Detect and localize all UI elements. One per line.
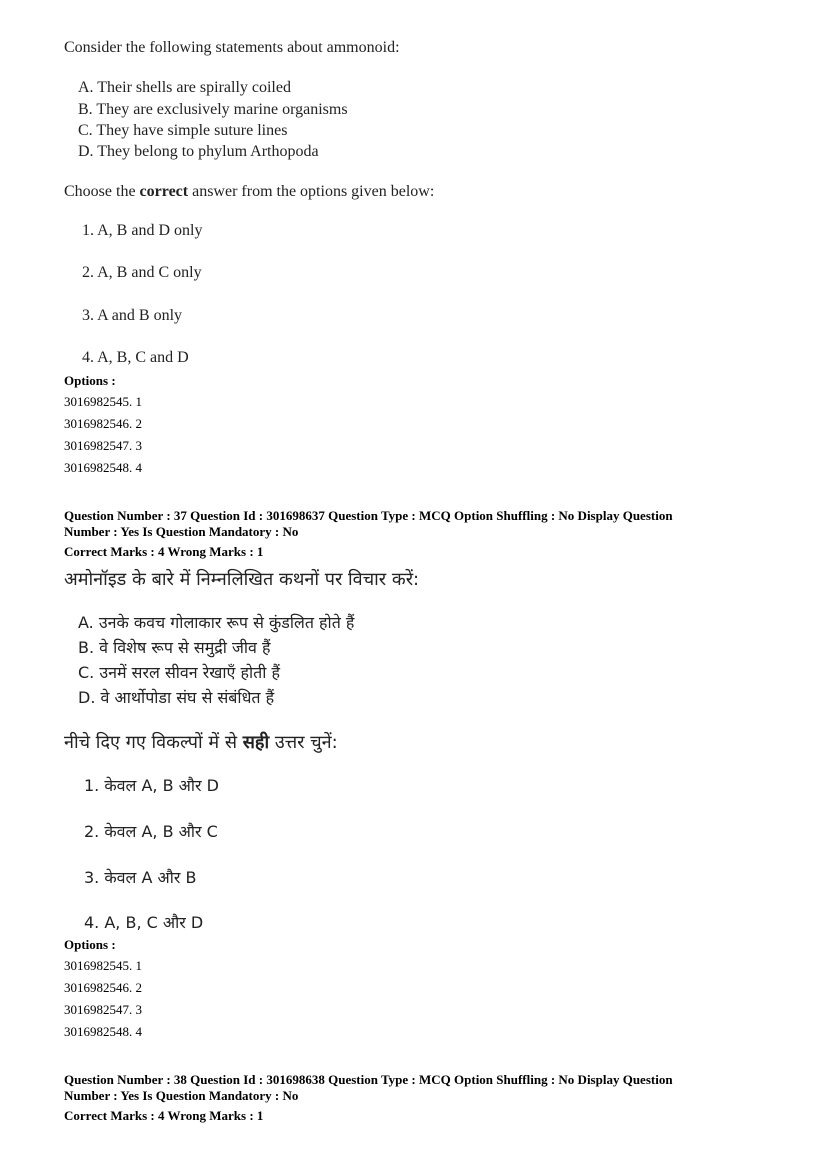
option-id: 3016982548. 4 — [64, 460, 142, 475]
option-id: 3016982546. 2 — [64, 980, 142, 995]
option-id: 3016982545. 1 — [64, 394, 142, 409]
statement-d-hindi: D. वे आर्थोपोडा संघ से संबंधित हैं — [78, 688, 275, 707]
options-label: Options : — [64, 373, 116, 388]
choice-1-hindi: 1. केवल A, B और D — [84, 776, 219, 795]
statement-b-hindi: B. वे विशेष रूप से समुद्री जीव हैं — [78, 638, 271, 657]
instruction-hindi: नीचे दिए गए विकल्पों में से सही उत्तर चुनें: — [64, 732, 338, 753]
statement-b: B. They are exclusively marine organisms — [78, 101, 348, 118]
statement-c-hindi: C. उनमें सरल सीवन रेखाएँ होती हैं — [78, 663, 280, 682]
option-id: 3016982546. 2 — [64, 416, 142, 431]
statement-a-hindi: A. उनके कवच गोलाकार रूप से कुंडलित होते हैं — [78, 613, 355, 632]
option-id: 3016982547. 3 — [64, 438, 142, 453]
question-text: Consider the following statements about ammonoid: — [64, 39, 400, 56]
question-text-hindi: अमोनॉइड के बारे में निम्नलिखित कथनों पर विचार करें: — [64, 569, 420, 590]
option-id: 3016982547. 3 — [64, 1002, 142, 1017]
options-label: Options : — [64, 937, 116, 952]
instruction: Choose the correct answer from the options given below: — [64, 183, 435, 200]
marks-info: Correct Marks : 4 Wrong Marks : 1 — [64, 544, 264, 559]
statement-c: C. They have simple suture lines — [78, 122, 288, 139]
option-id: 3016982548. 4 — [64, 1024, 142, 1039]
question-meta-line2: Number : Yes Is Question Mandatory : No — [64, 1088, 299, 1103]
choice-4-hindi: 4. A, B, C और D — [84, 913, 204, 932]
choice-2: 2. A, B and C only — [82, 264, 202, 281]
choice-2-hindi: 2. केवल A, B और C — [84, 822, 218, 841]
choice-3: 3. A and B only — [82, 307, 183, 324]
choice-4: 4. A, B, C and D — [82, 349, 189, 366]
option-id: 3016982545. 1 — [64, 958, 142, 973]
question-meta-line2: Number : Yes Is Question Mandatory : No — [64, 524, 299, 539]
statement-a: A. Their shells are spirally coiled — [78, 79, 291, 96]
question-meta-line1: Question Number : 38 Question Id : 301698638 Question Type : MCQ Option Shuffling : No Display Question — [64, 1072, 673, 1087]
choice-3-hindi: 3. केवल A और B — [84, 868, 197, 887]
marks-info: Correct Marks : 4 Wrong Marks : 1 — [64, 1108, 264, 1123]
statement-d: D. They belong to phylum Arthopoda — [78, 143, 319, 160]
choice-1: 1. A, B and D only — [82, 222, 203, 239]
question-meta-line1: Question Number : 37 Question Id : 301698637 Question Type : MCQ Option Shuffling : No Display Question — [64, 508, 673, 523]
